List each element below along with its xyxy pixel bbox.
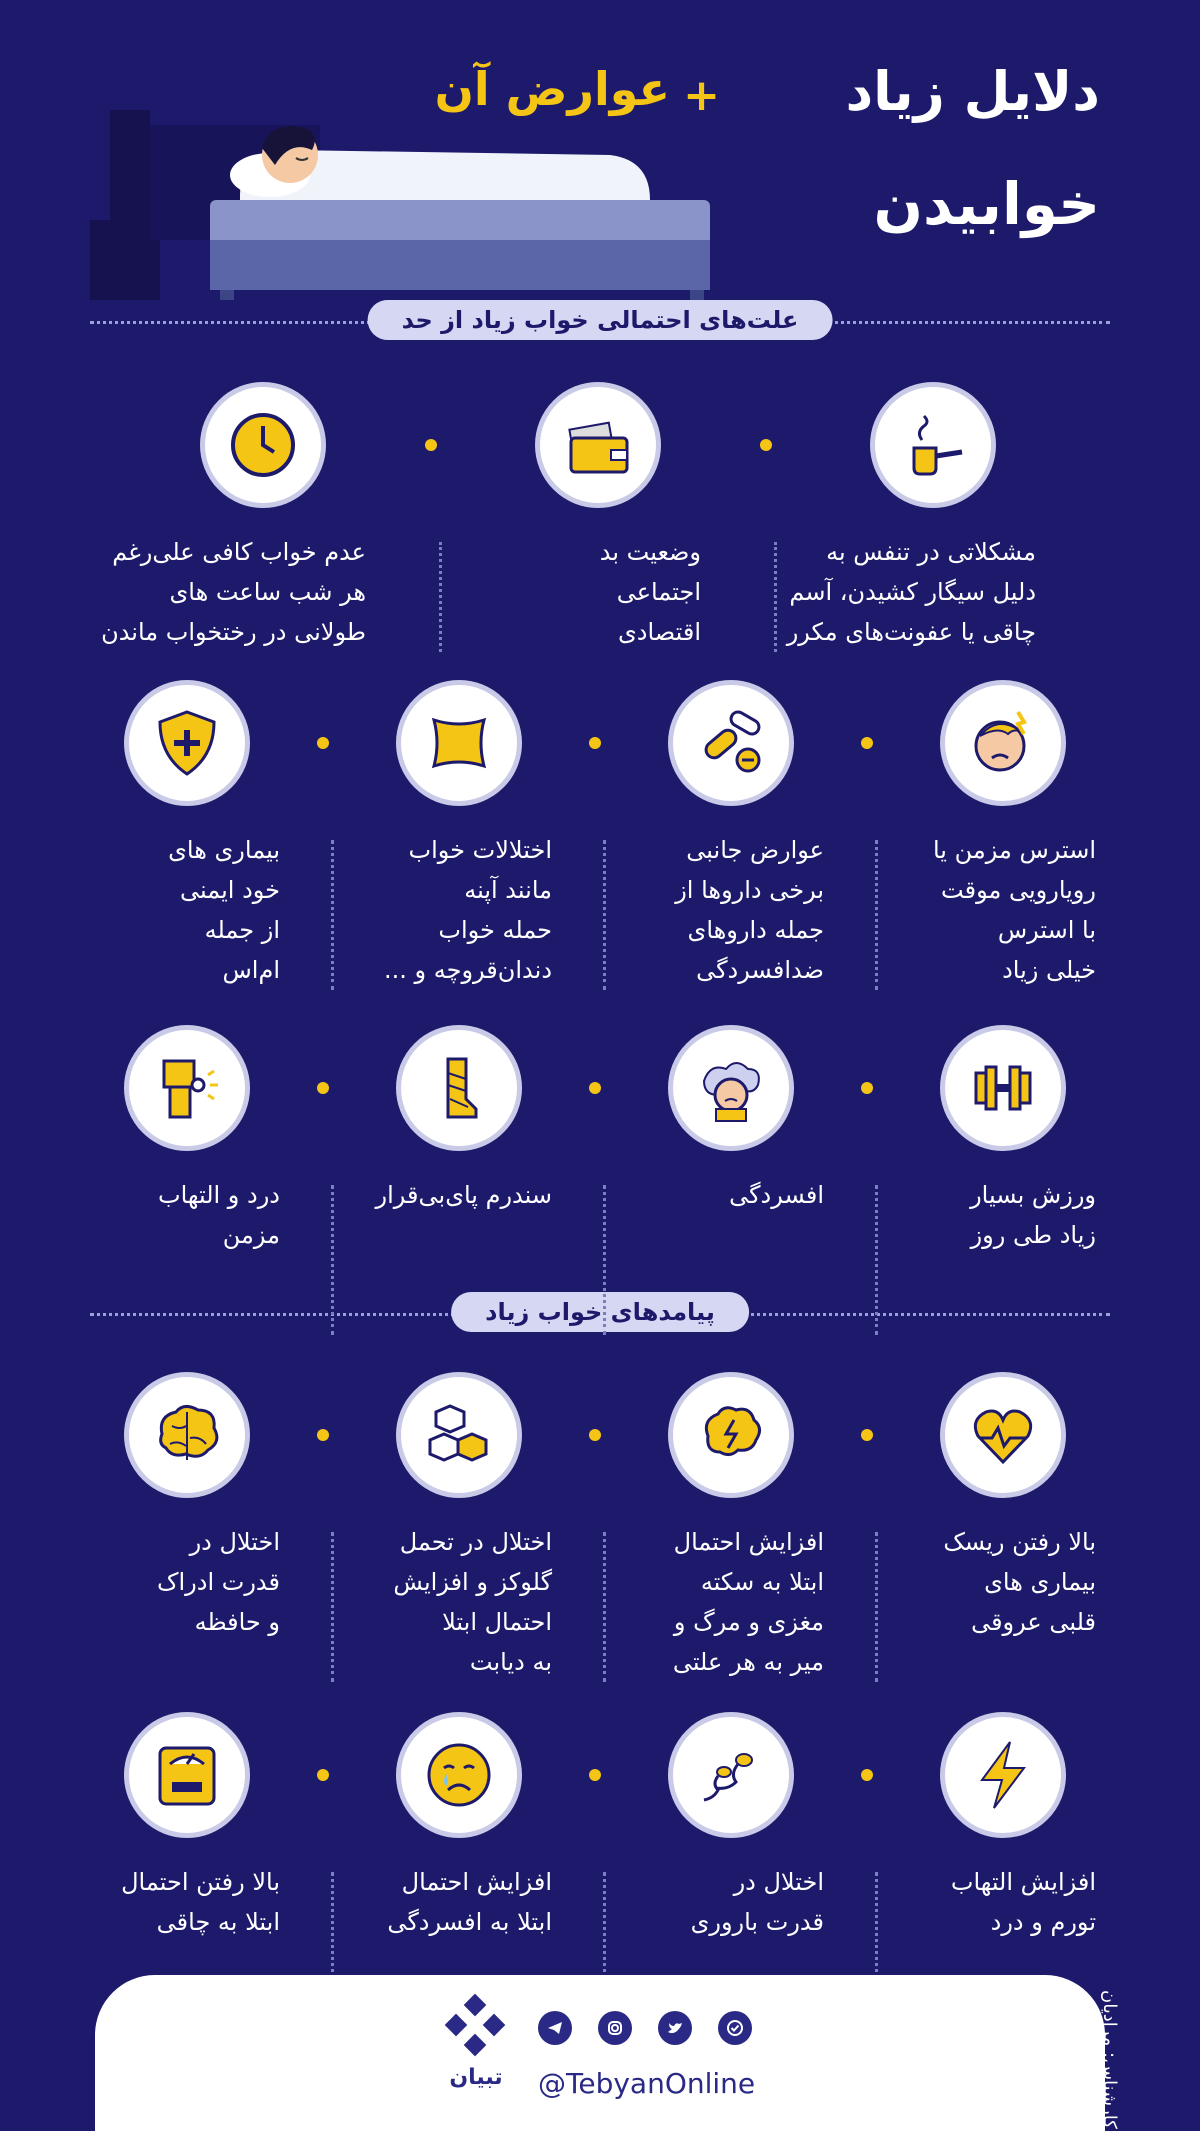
smoking-pipe-icon (896, 408, 970, 482)
stressed-face-icon (966, 706, 1040, 780)
item-caption: عدم خواب کافی علی‌رغم هر شب ساعت های طولانی در رختخواب ماندن (101, 538, 366, 646)
item-caption: بالا رفتن احتمال ابتلا به چاقی (121, 1868, 280, 1936)
twitter-icon[interactable] (658, 2011, 692, 2045)
item-icon-circle (668, 1712, 794, 1838)
title-line1: دلایل زیاد (845, 60, 1100, 123)
instagram-icon[interactable] (598, 2011, 632, 2045)
item-icon-circle (124, 1372, 250, 1498)
separator-dot (589, 737, 601, 749)
separator-dot (861, 1082, 873, 1094)
credit-text: کارشناس: مرادیان (1099, 1990, 1120, 2129)
item-icon-circle (124, 680, 250, 806)
item-caption: عوارض جانبی برخی داروها از جمله داروهای ضدافسردگی (675, 836, 824, 984)
wallet-icon (561, 408, 635, 482)
clock-icon (226, 408, 300, 482)
item-caption: اختلال در قدرت باروری (690, 1868, 824, 1936)
sugar-cubes-icon (422, 1398, 496, 1472)
separator-line (875, 840, 878, 990)
pillow-icon (422, 706, 496, 780)
dumbbell-icon (966, 1051, 1040, 1125)
sleeping-person-illustration (90, 110, 710, 300)
item-caption: درد و التهاب مزمن (157, 1181, 280, 1249)
item-icon-circle (668, 1025, 794, 1151)
section-label-causes: علت‌های احتمالی خواب زیاد از حد (368, 300, 833, 340)
separator-dot (317, 737, 329, 749)
item-icon-circle (124, 1025, 250, 1151)
item-caption: افزایش احتمال ابتلا به سکته مغزی و مرگ و میر به هر علتی (672, 1528, 824, 1676)
item-icon-circle (668, 680, 794, 806)
pills-icon (694, 706, 768, 780)
separator-line (603, 840, 606, 990)
tebyan-logo-icon (440, 1993, 510, 2063)
brain-icon (150, 1398, 224, 1472)
item-caption: مشکلاتی در تنفس به دلیل سیگار کشیدن، آسم چاقی یا عفونت‌های مکرر (786, 538, 1036, 646)
leg-bandage-icon (422, 1051, 496, 1125)
brain-bolt-icon (694, 1398, 768, 1472)
separator-line (331, 1185, 334, 1335)
item-icon-circle (870, 382, 996, 508)
separator-line (875, 1532, 878, 1682)
separator-line (603, 1532, 606, 1682)
crying-face-icon (422, 1738, 496, 1812)
separator-dot (589, 1769, 601, 1781)
item-icon-circle (396, 680, 522, 806)
separator-dot (589, 1082, 601, 1094)
item-icon-circle (940, 1372, 1066, 1498)
item-icon-circle (940, 680, 1066, 806)
social-handle[interactable]: @TebyanOnline (538, 2067, 756, 2100)
item-caption: بیماری های خود ایمنی از جمله ام‌اس (168, 836, 280, 984)
separator-line (875, 1185, 878, 1335)
item-caption: اختلال در قدرت ادراک و حافظه (157, 1528, 280, 1636)
separator-dot (317, 1429, 329, 1441)
heart-icon (966, 1398, 1040, 1472)
item-caption: بالا رفتن ریسک بیماری های قلبی عروقی (943, 1528, 1096, 1636)
title-subtitle: عوارض آن (434, 62, 670, 116)
separator-dot (861, 737, 873, 749)
item-caption: افزایش احتمال ابتلا به افسردگی (387, 1868, 552, 1936)
separator-dot (425, 439, 437, 451)
separator-line (439, 542, 442, 652)
separator-line (331, 1532, 334, 1682)
section-label-consequences: پیامدهای خواب زیاد (451, 1292, 749, 1332)
separator-dot (317, 1769, 329, 1781)
item-icon-circle (940, 1712, 1066, 1838)
item-caption: ورزش بسیار زیاد طی روز (970, 1181, 1096, 1249)
item-caption: سندرم پای‌بی‌قرار (375, 1181, 552, 1209)
title-line2: خوابیدن (873, 170, 1100, 238)
sad-person-icon (694, 1051, 768, 1125)
item-icon-circle (124, 1712, 250, 1838)
item-caption: افسردگی (729, 1181, 824, 1209)
item-caption: افزایش التهاب تورم و درد (950, 1868, 1096, 1936)
shield-plus-icon (150, 706, 224, 780)
sperm-icon (694, 1738, 768, 1812)
item-icon-circle (396, 1712, 522, 1838)
title-plus: + (683, 70, 720, 121)
separator-dot (589, 1429, 601, 1441)
item-caption: استرس مزمن یا رویارویی موقت با استرس خیلی زیاد (932, 836, 1096, 984)
item-icon-circle (396, 1372, 522, 1498)
telegram-icon[interactable] (538, 2011, 572, 2045)
item-icon-circle (668, 1372, 794, 1498)
item-caption: اختلالات خواب مانند آپنه حمله خواب دندان‌قروچه و ... (384, 836, 552, 984)
item-icon-circle (200, 382, 326, 508)
separator-dot (317, 1082, 329, 1094)
item-caption: اختلال در تحمل گلوکز و افزایش احتمال ابتلا به دیابت (393, 1528, 552, 1676)
item-icon-circle (396, 1025, 522, 1151)
separator-line (331, 840, 334, 990)
knee-pain-icon (150, 1051, 224, 1125)
verified-icon[interactable] (718, 2011, 752, 2045)
separator-line (603, 1185, 606, 1335)
brand-name: تبیان (449, 2065, 503, 2090)
lightning-icon (966, 1738, 1040, 1812)
separator-dot (861, 1429, 873, 1441)
footer (95, 1975, 1105, 2131)
item-caption: وضعیت بد اجتماعی اقتصادی (599, 538, 701, 646)
separator-line (774, 542, 777, 652)
scale-icon (150, 1738, 224, 1812)
item-icon-circle (535, 382, 661, 508)
separator-dot (861, 1769, 873, 1781)
item-icon-circle (940, 1025, 1066, 1151)
separator-dot (760, 439, 772, 451)
